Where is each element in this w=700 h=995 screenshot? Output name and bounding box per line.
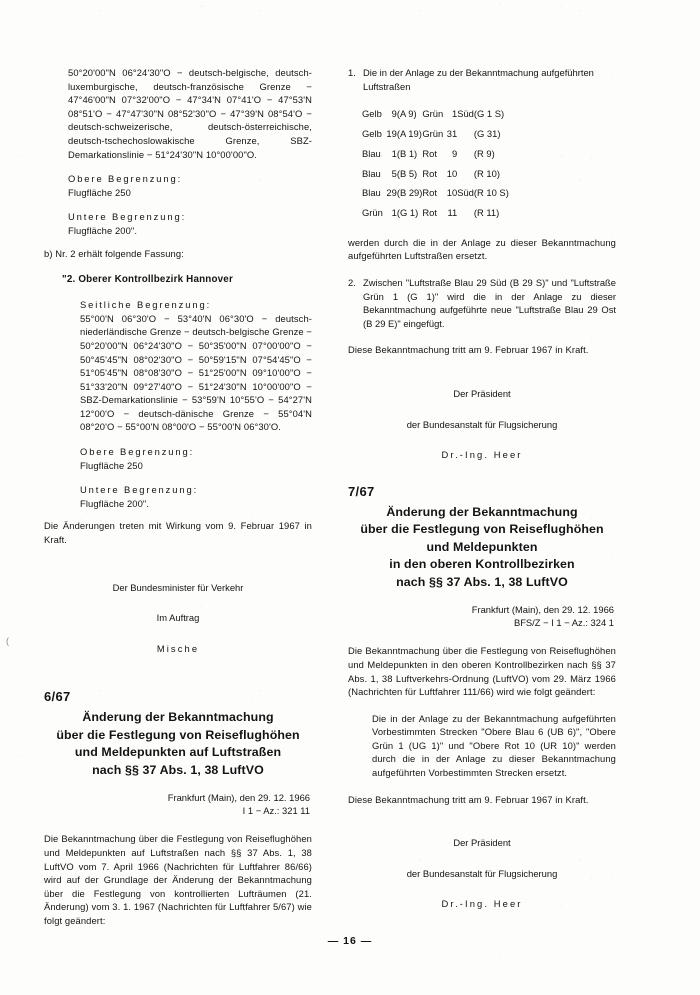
airway-code: (G 1) (396, 207, 419, 219)
notice-number: 6/67 (44, 689, 71, 705)
airspace-block-continued (68, 66, 312, 238)
airway-code: (B 5) (396, 167, 418, 179)
signature-name: Dr.-Ing. Heer (441, 898, 523, 910)
effective-date-note: Diese Bekanntmachung tritt am 9. Februar 1967 in Kraft. (348, 344, 589, 356)
signature-title: Der Präsident (453, 388, 511, 400)
lateral-limit-label: Seitliche Begrenzung: (80, 299, 212, 311)
notice-body-text: Die Bekanntmachung über die Festlegung von Reiseflughöhen und Meldepunkten in den oberen Kontrollbezirken nach §§ 37 Abs. 1, 38 Luftverkehrs-Ordnung (LuftVO) vom 29. März 1966 (Nachrichten für Luftfahrer 111/66) wird wie folgt geändert: (348, 645, 616, 698)
notice-title-line: Änderung der Bekanntmachung (386, 504, 578, 519)
airway-suffix (457, 144, 474, 164)
lower-limit-value-2: Flugfläche 200". (80, 497, 150, 509)
signature-authority: der Bundesanstalt für Flugsicherung (406, 418, 558, 430)
notice-title-line: über die Festlegung von Reiseflughöhen (56, 727, 300, 742)
airway-number: 5 (391, 167, 397, 179)
list-item-number: 1. (348, 67, 356, 78)
margin-tick-mark: ( (6, 636, 9, 646)
notice-title (348, 504, 616, 592)
airway-number: 9 (391, 108, 397, 120)
airway-number: 10 (446, 167, 458, 179)
item-1-tail-text: werden durch die in der Anlage zu dieser Bekanntmachung aufgeführten Luftstraßen ersetzt. (348, 236, 616, 262)
notice-title (44, 709, 312, 779)
airway-number: 19 (386, 128, 397, 140)
page-number: — 16 — (327, 935, 373, 947)
signature-by-order: Im Auftrag (156, 612, 200, 624)
lower-limit-label-2: Untere Begrenzung: (80, 484, 199, 496)
airway-number: 1 (391, 207, 397, 219)
upper-limit-label: Obere Begrenzung: (68, 173, 183, 185)
notice-title-line: über die Festlegung von Reiseflughöhen (360, 522, 604, 537)
airway-code: (G 31) (473, 128, 501, 140)
notice-title-line: Änderung der Bekanntmachung (82, 710, 274, 725)
notice-title-line: in den oberen Kontrollbezirken (389, 557, 575, 572)
table-row (362, 164, 509, 184)
airway-number: 11 (447, 207, 458, 219)
notice-number: 7/67 (348, 483, 375, 499)
notice-body-text: Die Bekanntmachung über die Festlegung von Reiseflughöhen und Meldepunkten auf Luftstraßen nach §§ 37 Abs. 1, 38 LuftVO vom 7. April 1966 (Nachrichten für Luftfahrer 86/66) wird auf der Grundlage der Änderung der Bekanntmachung über die Festlegung von kontrollierten Lufträumen (21. Änderung) vom 3. 1. 1967 (Nachrichten für Luftfahrer 5/67) wie folgt geändert: (44, 833, 312, 926)
airway-code: (R 11) (473, 207, 500, 219)
table-row (362, 183, 509, 203)
notice-title-line: und Meldepunkten auf Luftstraßen (74, 745, 282, 760)
lateral-limit-value: 55°00'N 06°30'O − 53°40'N 06°30'O − deutsch-niederländische Grenze − deutsch-belgische Grenze − 50°20'00"N 06°24'30"O − 50°35'00"N 07°00'00"O − 50°45'45"N 08°02'30"O − 50°59'15"N 07°54'45"O − 51°05'45"N 08°08'30"O − 51°25'00"N 09°10'00"O − 51°33'20"N 09°27'40"O − 51°24'30"N 10°00'00"O − SBZ-Demarkationslinie − 53°59'N 10°55'O − 54°27'N 12°00'O − deutsch-dänische Grenze − 55°04'N 08°20'O − 55°00'N 08°00'O − 55°00'N 06°30'O. (80, 312, 312, 433)
airway-number: 29 (386, 187, 397, 199)
table-row (362, 104, 509, 124)
signature-authority: Der Bundesminister für Verkehr (112, 581, 244, 593)
airway-name: Grün (362, 207, 383, 219)
airway-number: 9 (452, 147, 458, 159)
upper-limit-value: Flugfläche 250 (68, 186, 131, 198)
list-item-text: Zwischen "Luftstraße Blau 29 Süd (B 29 S)" und "Luftstraße Grün 1 (G 1)" wird die in der Anlage zu dieser Bekanntmachung aufgeführte neue "Luftstraße Blau 29 Ost (B 29 E)" eingefügt. (363, 277, 616, 329)
notice-title-line: nach §§ 37 Abs. 1, 38 LuftVO (92, 762, 264, 777)
signature-authority: der Bundesanstalt für Flugsicherung (406, 867, 558, 879)
notice-title-line: und Meldepunkten (426, 539, 538, 554)
coordinates-paragraph: 50°20'00"N 06°24'30"O − deutsch-belgische, deutsch-luxemburgische, deutsch-französische Grenze − 47°46'00"N 07°32'00"O − 47°34'N 07°41'O − 47°53'N 08°51'O − 47°47'30"N 08°52'30"O − 47°39'N 08°54'O − deutsch-schweizerische, deutsch-österreichische, deutsch-tschechoslowakische Grenze, SBZ-Demarkationslinie − 51°24'30"N 10°00'00"O. (68, 67, 312, 160)
airway-number: 1 (452, 108, 458, 120)
airway-code: (B 1) (396, 147, 418, 159)
table-row (362, 124, 509, 144)
airway-code: (R 10 S) (473, 187, 509, 199)
left-column (44, 66, 312, 928)
notice-title-line: nach §§ 37 Abs. 1, 38 LuftVO (396, 574, 568, 589)
airway-code: (A 9) (396, 108, 417, 120)
list-item-1 (348, 66, 616, 93)
list-item-2 (348, 276, 616, 330)
notice-place-date: Frankfurt (Main), den 29. 12. 1966 (471, 604, 614, 616)
notice-file-reference: I 1 − Az.: 321 11 (242, 805, 310, 817)
airway-name: Rot (422, 167, 437, 179)
airway-table (362, 104, 509, 223)
airway-suffix (457, 203, 474, 223)
signature-title: Der Präsident (453, 837, 511, 849)
airway-name: Grün (422, 128, 444, 140)
item-b-intro: b) Nr. 2 erhält folgende Fassung: (44, 247, 184, 259)
airway-number: 31 (446, 128, 458, 140)
table-row (362, 144, 509, 164)
airway-suffix: Süd (457, 108, 474, 120)
notice-place-date: Frankfurt (Main), den 29. 12. 1966 (167, 792, 310, 804)
section-2-heading: "2. Oberer Kontrollbezirk Hannover (62, 274, 233, 286)
notice-6-67 (44, 689, 312, 927)
right-column (348, 66, 616, 911)
airway-code: (R 10) (473, 167, 500, 179)
signature-name: Mische (156, 642, 200, 654)
airway-name: Gelb (362, 108, 382, 120)
airway-table-body (362, 104, 509, 223)
signature-name: Dr.-Ing. Heer (441, 449, 523, 461)
airway-number: 10 (446, 187, 458, 199)
airway-code: (R 9) (473, 147, 495, 159)
airway-code: (A 19) (396, 128, 422, 140)
airway-name: Rot (422, 147, 437, 159)
airway-name: Rot (422, 187, 437, 199)
airway-name: Blau (362, 187, 381, 199)
notice-amendment-text: Die in der Anlage zu der Bekanntmachung aufgeführten Vorbestimmten Strecken "Obere Blau 6 (UB 6)", "Obere Grün 1 (UG 1)" und "Obere Rot 10 (UR 10)" werden durch die in der Anlage zu dieser Bekanntmachung aufgeführten Vorbestimmten Strecken ersetzt. (372, 712, 616, 779)
airway-number: 1 (391, 147, 397, 159)
upper-limit-value-2: Flugfläche 250 (80, 459, 143, 471)
airway-name: Rot (422, 207, 437, 219)
airway-suffix (457, 124, 474, 144)
airway-name: Gelb (362, 128, 382, 140)
airway-name: Grün (422, 108, 444, 120)
notice-effective-date-note: Diese Bekanntmachung tritt am 9. Februar 1967 in Kraft. (348, 793, 589, 805)
notice-7-67 (348, 484, 616, 911)
airway-code: (G 1 S) (473, 108, 505, 120)
hannover-airspace-block (80, 298, 312, 510)
lower-limit-label: Untere Begrenzung: (68, 211, 187, 223)
list-item-number: 2. (348, 277, 356, 289)
notice-file-reference: BFS/Z − I 1 − Az.: 324 1 (513, 617, 614, 629)
airway-name: Blau (362, 147, 381, 159)
table-row (362, 203, 509, 223)
effective-date-note: Die Änderungen treten mit Wirkung vom 9. Februar 1967 in Kraft. (44, 520, 312, 546)
upper-limit-label-2: Obere Begrenzung: (80, 446, 195, 458)
lower-limit-value: Flugfläche 200". (68, 224, 138, 236)
airway-suffix (457, 164, 474, 184)
airway-code: (B 29) (396, 187, 423, 199)
list-item-intro: Die in der Anlage zu der Bekanntmachung aufgeführten Luftstraßen (363, 67, 594, 92)
airway-suffix: Süd (457, 187, 474, 199)
airway-name: Blau (362, 167, 381, 179)
